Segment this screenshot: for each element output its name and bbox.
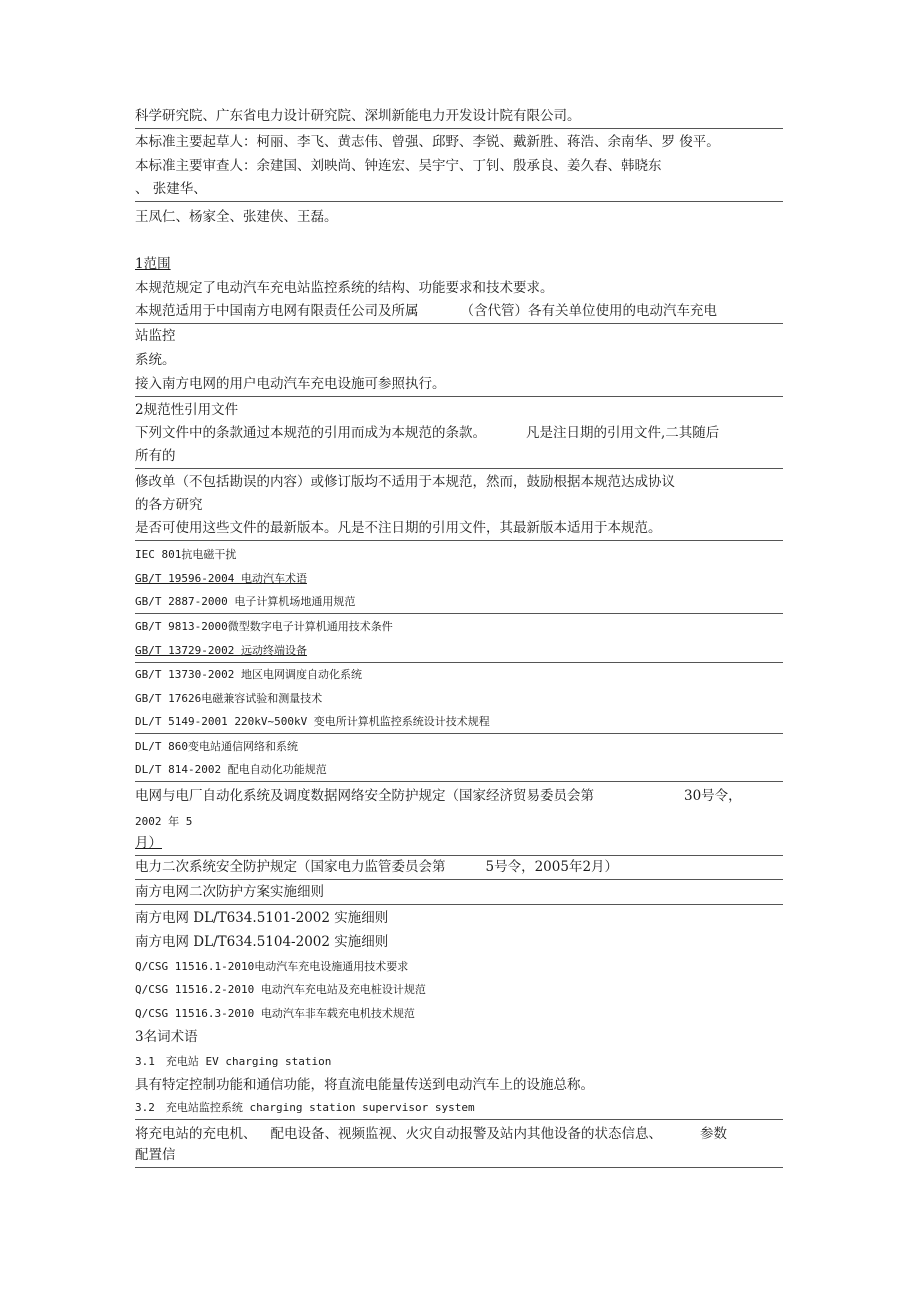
text-segment: 下列文件中的条款通过本规范的引用而成为本规范的条款。 bbox=[135, 425, 486, 441]
reference-item bbox=[135, 709, 783, 734]
text-segment: 30号令， bbox=[684, 788, 742, 804]
term-heading bbox=[135, 1095, 783, 1120]
text-line: 月） bbox=[135, 831, 783, 856]
text-line: 接入南方电网的用户电动汽车充电设施可参照执行。 bbox=[135, 372, 783, 397]
reference-code: IEC 801抗电磁干扰 bbox=[135, 548, 237, 561]
reference-item bbox=[135, 954, 783, 978]
text-line: 王凤仁、杨家全、张建侠、王磊。 bbox=[135, 209, 338, 225]
text-line: 本规范规定了电动汽车充电站监控系统的结构、功能要求和技术要求。 bbox=[135, 280, 554, 296]
reference-code: GB/T 13729-2002 远动终端设备 bbox=[135, 644, 307, 657]
text-line: 具有特定控制功能和通信功能，将直流电能量传送到电动汽车上的设施总称。 bbox=[135, 1077, 594, 1093]
section-heading: 1范围 bbox=[135, 256, 171, 272]
text-segment: 电网与电厂自动化系统及调度数据网络安全防护规定（国家经济贸易委员会第 bbox=[135, 788, 594, 804]
reference-item bbox=[135, 734, 783, 758]
reference-item bbox=[135, 1001, 783, 1025]
text-segment: 本规范适用于中国南方电网有限责任公司及所属 bbox=[135, 303, 419, 319]
text-segment: （含代管）各有关单位使用的电动汽车充电 bbox=[460, 303, 717, 319]
reference-item bbox=[135, 662, 783, 686]
reference-code: GB/T 13730-2002 地区电网调度自动化系统 bbox=[135, 668, 362, 681]
reference-code: GB/T 9813-2000微型数字电子计算机通用技术条件 bbox=[135, 620, 393, 633]
text-line: 本标准主要审查人：余建国、刘映尚、钟连宏、吴宇宁、丁钊、殷承良、姜久春、韩晓东 bbox=[135, 158, 662, 174]
reference-item bbox=[135, 757, 783, 782]
section-heading: 3名词术语 bbox=[135, 1029, 198, 1045]
reference-code: DL/T 814-2002 配电自动化功能规范 bbox=[135, 763, 327, 776]
text-line: 是否可使用这些文件的最新版本。凡是不注日期的引用文件，其最新版本适用于本规范。 bbox=[135, 516, 783, 541]
text-line bbox=[135, 784, 783, 808]
text-line: 本标准主要起草人：柯丽、李飞、黄志伟、曾强、邱野、李锐、戴新胜、蒋浩、余南华、罗 俊平。 bbox=[135, 134, 720, 150]
text-segment: 凡是注日期的引用文件,二其随后 bbox=[526, 425, 720, 441]
term-title: 3.1 充电站 EV charging station bbox=[135, 1055, 332, 1068]
reference-item: 南方电网 DL/T634.5101-2002 实施细则 bbox=[135, 910, 389, 926]
section-heading: 2规范性引用文件 bbox=[135, 402, 239, 418]
reference-code: DL/T 5149-2001 220kV~500kV 变电所计算机监控系统设计技术规程 bbox=[135, 715, 490, 728]
text-line: 的各方研究 bbox=[135, 497, 203, 513]
reference-item bbox=[135, 614, 783, 638]
text-segment: 电力二次系统安全防护规定（国家电力监管委员会第 bbox=[135, 859, 446, 875]
term-heading bbox=[135, 1049, 783, 1073]
text-segment: 5号令，2005年2月） bbox=[485, 859, 619, 875]
text-line: 科学研究院、广东省电力设计研究院、深圳新能电力开发设计院有限公司。 bbox=[135, 104, 783, 129]
reference-item bbox=[135, 638, 783, 663]
text-line bbox=[135, 855, 783, 880]
term-title: 3.2 充电站监控系统 charging station supervisor system bbox=[135, 1101, 475, 1114]
text-line: 、 张建华、 bbox=[135, 177, 783, 202]
reference-item bbox=[135, 589, 783, 614]
text-segment: 参数 bbox=[700, 1126, 727, 1142]
reference-code: Q/CSG 11516.1-2010电动汽车充电设施通用技术要求 bbox=[135, 960, 409, 973]
text-line: 站监控 bbox=[135, 328, 176, 344]
reference-code: GB/T 19596-2004 电动汽车术语 bbox=[135, 572, 307, 585]
reference-code: GB/T 17626电磁兼容试验和测量技术 bbox=[135, 692, 323, 705]
text-line: 修改单（不包括勘误的内容）或修订版均不适用于本规范，然而，鼓励根据本规范达成协议 bbox=[135, 474, 675, 490]
text-line: 系统。 bbox=[135, 352, 176, 368]
text-segment: 配电设备、视频监视、火灾自动报警及站内其他设备的状态信息、 bbox=[270, 1126, 662, 1142]
text-line bbox=[135, 299, 783, 324]
reference-item bbox=[135, 566, 783, 590]
reference-item bbox=[135, 542, 783, 566]
reference-item bbox=[135, 686, 783, 710]
text-line: 2002 年 5 bbox=[135, 815, 193, 828]
reference-code: Q/CSG 11516.3-2010 电动汽车非车载充电机技术规范 bbox=[135, 1007, 415, 1020]
text-line: 配置信 bbox=[135, 1143, 783, 1168]
reference-item bbox=[135, 977, 783, 1001]
reference-code: GB/T 2887-2000 电子计算机场地通用规范 bbox=[135, 595, 356, 608]
text-line: 所有的 bbox=[135, 444, 783, 469]
reference-code: DL/T 860变电站通信网络和系统 bbox=[135, 740, 298, 753]
text-line: 南方电网二次防护方案实施细则 bbox=[135, 880, 783, 905]
reference-code: Q/CSG 11516.2-2010 电动汽车充电站及充电桩设计规范 bbox=[135, 983, 426, 996]
reference-item: 南方电网 DL/T634.5104-2002 实施细则 bbox=[135, 934, 389, 950]
text-line bbox=[135, 421, 783, 445]
text-segment: 将充电站的充电机、 bbox=[135, 1126, 257, 1142]
